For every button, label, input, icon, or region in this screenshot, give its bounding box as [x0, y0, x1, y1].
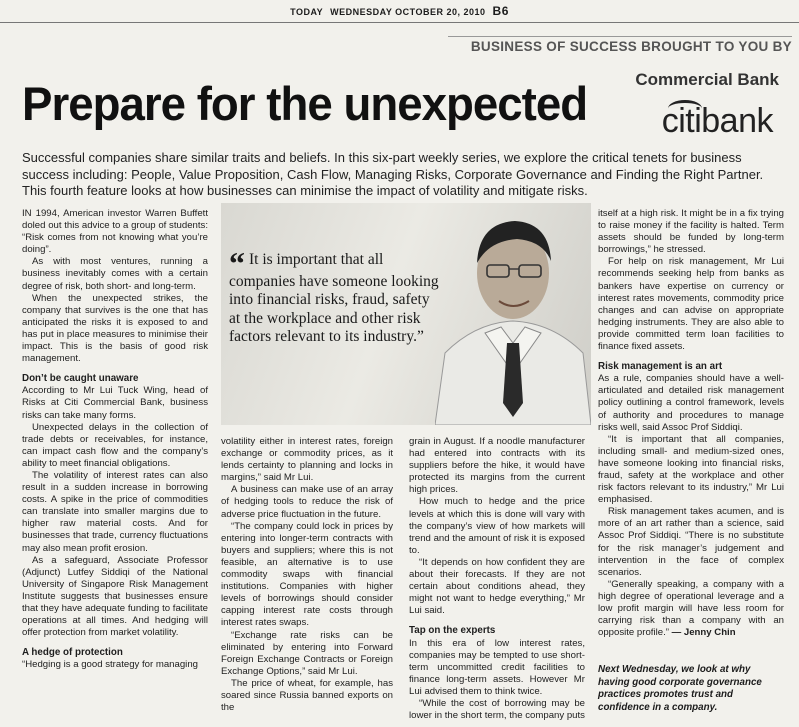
sponsor-name: Commercial Bank [635, 70, 779, 89]
paragraph: itself at a high risk. It might be in a fix trying to raise money if the facility is halted. Term assets should be funded by long-term borrowings,” he stressed. [598, 208, 784, 256]
paragraph: “The company could lock in prices by entering into longer-term contracts with buyers and suppliers; where this is not feasible, an alternative is to use commodity swaps with financial institutions. Companies with higher levels of borrowings should consider capping interest rate costs through interest rates swaps. [221, 520, 393, 629]
subheading: Don’t be caught unaware [22, 373, 139, 385]
intro-standfirst: Successful companies share similar traits and beliefs. In this six-part weekly series, we explore the critical tenets for business success including: People, Value Proposition, Cash Flow, Managing Risks, Corporate Governance and Finding the Right Partner. This fourth feature looks at how businesses can minimise the impact of volatility and mitigate risks. [22, 150, 764, 198]
quote-mark-icon: “ [229, 245, 245, 281]
paragraph: volatility either in interest rates, foreign exchange or commodity prices, as it lends certainty to planning and locks in margins,” said Mr Lui. [221, 436, 393, 484]
subheading: Tap on the experts [409, 625, 496, 637]
subheading: Risk management is an art [598, 361, 723, 373]
paragraph: “Generally speaking, a company with a high degree of operational leverage and a low profit margin will have less room for carrying risk than a company with an opposite profile.” — Jenny Chin [598, 578, 784, 639]
next-week-teaser: Next Wednesday, we look at why having good corporate governance practices promotes trust and confidence in a company. [598, 664, 762, 713]
paragraph: How much to hedge and the price levels at which this is done will vary with the company’s view of how markets will trend and the amount of risk it is exposed to. [409, 496, 585, 556]
paragraph: grain in August. If a noodle manufacturer had entered into contracts with its suppliers before the hike, it would have protected its margins from the current high prices. [409, 436, 585, 496]
paragraph: “Exchange rate risks can be eliminated by entering into Forward Foreign Exchange Contracts or Foreign Exchange Options,” said Mr Lui. [221, 629, 393, 677]
article-column-2 [221, 436, 393, 714]
sponsor-tagline: BUSINESS OF SUCCESS BROUGHT TO YOU BY [448, 36, 792, 57]
pull-quote: “ It is important that all companies have someone looking into financial risks, fraud, safety at the workplace and other risk factors relevant to its industry.” [229, 245, 439, 345]
paragraph: According to Mr Lui Tuck Wing, head of Risks at Citi Commercial Bank, business risks can take many forms. [22, 385, 208, 421]
paragraph: As a rule, companies should have a well-articulated and detailed risk management policy outlining a control framework, levels of authority and procedures to manage risks well, said Assoc Prof Siddiqi. [598, 373, 784, 433]
paper-name: TODAY [290, 7, 324, 17]
feature-photo [221, 203, 591, 425]
logo-arc-icon [668, 100, 702, 117]
headline: Prepare for the unexpected [22, 77, 588, 130]
paragraph: “While the cost of borrowing may be lower in the short term, the company puts [409, 697, 585, 722]
citibank-logo: citibank [661, 102, 773, 140]
paragraph: “It depends on how confident they are about their forecasts. If they are not certain about conditions ahead, they might not want to hedge everything,” Mr Lui said. [409, 556, 585, 617]
paragraph: When the unexpected strikes, the company that survives is the one that has anticipated the risks it is exposed to and has put in place measures to minimise their impact. This is the basis of good risk management. [22, 292, 208, 365]
paragraph: In this era of low interest rates, companies may be tempted to use short-term uncommitted credit facilities to finance long-term assets. However Mr Lui advised them to think twice. [409, 637, 585, 697]
article-column-1 [22, 208, 208, 671]
article-column-4 [598, 208, 784, 639]
paragraph: As with most ventures, running a business inevitably comes with a certain degree of risk, both short- and long-term. [22, 256, 208, 292]
paragraph: The price of wheat, for example, has soared since Russia banned exports on the [221, 677, 393, 714]
subheading: A hedge of protection [22, 647, 123, 659]
paragraph: Unexpected delays in the collection of trade debts or receivables, for instance, can impact cash flow and the company’s ability to meet financial obligations. [22, 421, 208, 469]
paragraph: IN 1994, American investor Warren Buffett doled out this advice to a group of students: “Risk comes from not knowing what you’re doing”. [22, 208, 208, 256]
paragraph: For help on risk management, Mr Lui recommends seeking help from banks as bankers have expertise on currency or interest rates movements, commodity price changes and can advise on appropriate hedging instruments. They are also able to provide committed term loan facilities to finance fixed assets. [598, 256, 784, 353]
paragraph: Risk management takes acumen, and is more of an art rather than a science, said Assoc Prof Siddiqi. “There is no substitute for the risk manager’s judgement and intervention in the face of complex scenarios. [598, 506, 784, 578]
paragraph: As a safeguard, Associate Professor (Adjunct) Lutfey Siddiqi of the National University of Singapore Risk Management Institute suggests that businesses ensure that they have adequate funding to facilitate operations at all times. And hedging will offer protection from market volatility. [22, 554, 208, 639]
paragraph: “Hedging is a good strategy for managing [22, 659, 198, 671]
page-number: B6 [492, 4, 509, 18]
paragraph: The volatility of interest rates can also result in a sudden increase in borrowing costs. A spike in the price of commodities can translate into smaller margins due to higher raw material costs. And for businesses that trade, currency fluctuations may also mean profit erosion. [22, 469, 208, 554]
masthead [0, 0, 799, 23]
byline: — Jenny Chin [671, 627, 736, 639]
paragraph: A business can make use of an array of hedging tools to reduce the risk of adverse price fluctuation in the future. [221, 484, 393, 520]
issue-date: WEDNESDAY OCTOBER 20, 2010 [330, 7, 486, 17]
article-column-3 [409, 436, 585, 722]
portrait-image [435, 203, 591, 425]
paragraph: “It is important that all companies, including small- and medium-sized ones, have someone looking into financial risks, fraud, safety at the workplace and other risk factors relevant to its industry,” Mr Lui emphasised. [598, 433, 784, 506]
